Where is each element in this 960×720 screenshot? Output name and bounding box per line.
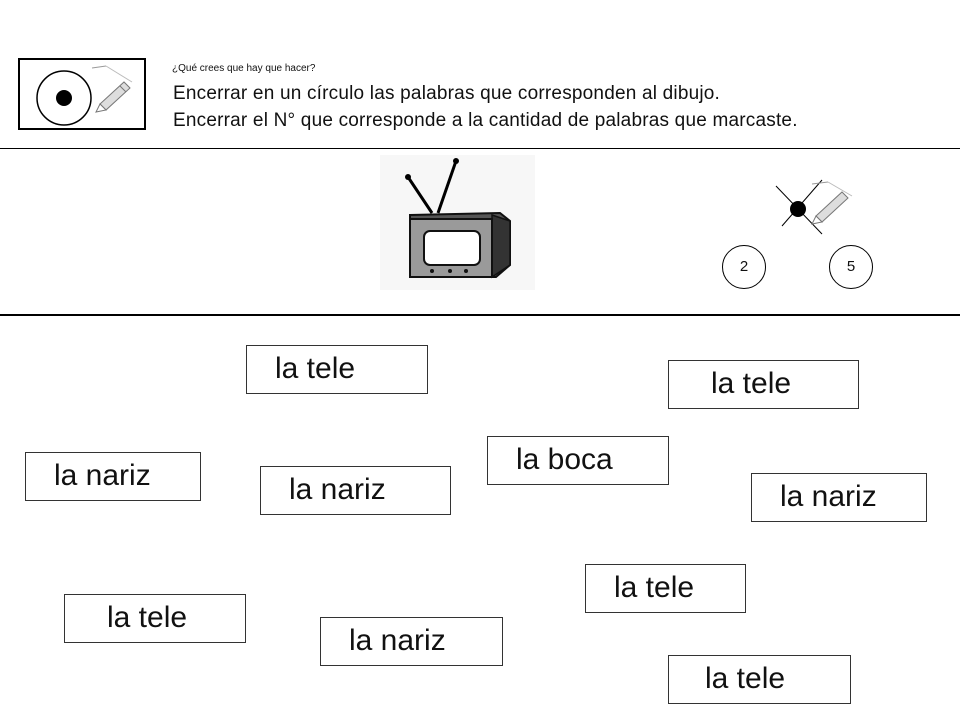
question-text: ¿Qué crees que hay que hacer? bbox=[172, 63, 316, 74]
word-box[interactable]: la tele bbox=[64, 594, 246, 643]
word-box[interactable]: la tele bbox=[668, 655, 851, 704]
instruction-line-1: Encerrar en un círculo las palabras que corresponden al dibujo. bbox=[173, 83, 721, 104]
circle-with-pencil-icon bbox=[20, 60, 144, 128]
word-box[interactable]: la nariz bbox=[25, 452, 201, 501]
word-box[interactable]: la tele bbox=[668, 360, 859, 409]
word-box[interactable]: la nariz bbox=[260, 466, 451, 515]
word-box[interactable]: la boca bbox=[487, 436, 669, 485]
divider-top bbox=[0, 148, 960, 149]
word-box[interactable]: la tele bbox=[246, 345, 428, 394]
crossed-circle-pencil-icon bbox=[770, 178, 860, 238]
word-box[interactable]: la nariz bbox=[320, 617, 503, 666]
number-option-2[interactable]: 2 bbox=[722, 245, 766, 289]
number-option-5[interactable]: 5 bbox=[829, 245, 873, 289]
television-icon bbox=[380, 155, 535, 290]
word-box[interactable]: la tele bbox=[585, 564, 746, 613]
instruction-icon-box bbox=[18, 58, 146, 130]
instruction-line-2: Encerrar el N° que corresponde a la cantidad de palabras que marcaste. bbox=[173, 110, 798, 131]
divider-bottom bbox=[0, 314, 960, 316]
word-box[interactable]: la nariz bbox=[751, 473, 927, 522]
